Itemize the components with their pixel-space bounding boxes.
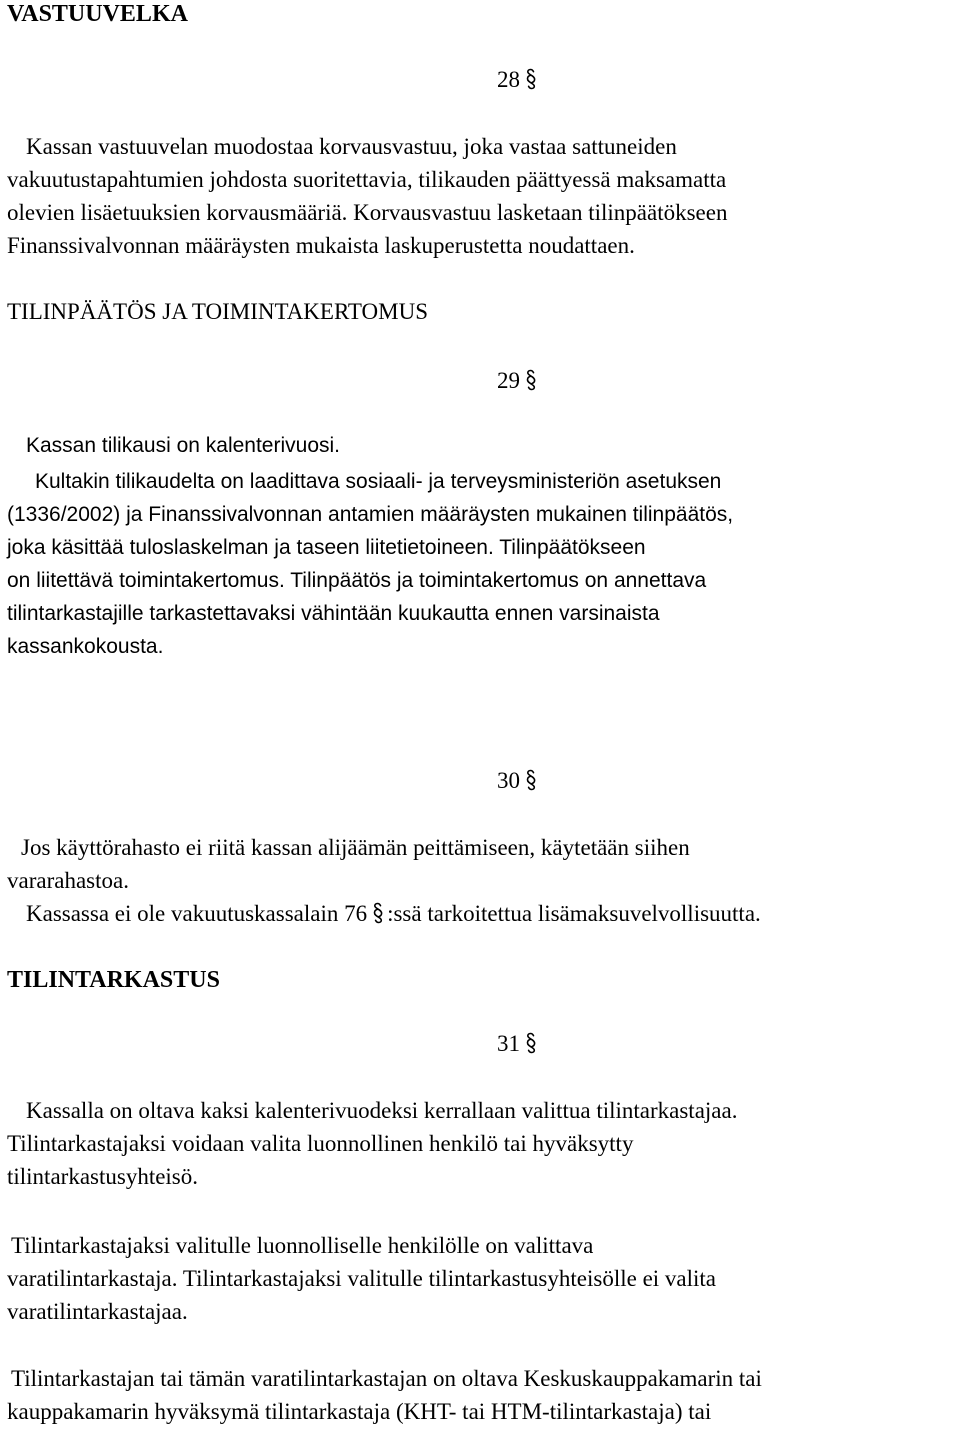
text-line: Jos käyttörahasto ei riitä kassan alijäämän peittämiseen, käytetään siihen bbox=[21, 835, 690, 860]
text-line: Tilintarkastajaksi valitulle luonnolliselle henkilölle on valittava bbox=[11, 1233, 594, 1258]
section-sign-icon bbox=[526, 369, 536, 391]
heading-tilintarkastus: TILINTARKASTUS bbox=[7, 967, 220, 993]
text-line: Kassassa ei ole vakuutuskassalain 76 bbox=[26, 901, 368, 926]
section-number: 28 bbox=[497, 67, 520, 92]
paragraph-31c bbox=[7, 1362, 762, 1428]
section-number: 30 bbox=[497, 768, 520, 793]
section-30 bbox=[497, 767, 536, 795]
text-line: Finanssivalvonnan määräysten mukaista laskuperustetta noudattaen. bbox=[7, 233, 635, 258]
paragraph-31b bbox=[7, 1229, 716, 1328]
section-29 bbox=[497, 367, 536, 395]
text-line: (1336/2002) ja Finanssivalvonnan antamien määräysten mukainen tilinpäätös, bbox=[7, 503, 734, 526]
heading-tilinpaatos: TILINPÄÄTÖS JA TOIMINTAKERTOMUS bbox=[7, 299, 429, 324]
paragraph-30b bbox=[26, 897, 761, 930]
section-28 bbox=[497, 66, 536, 94]
text-line: Tilintarkastajaksi voidaan valita luonnollinen henkilö tai hyväksytty bbox=[7, 1131, 634, 1156]
text-line: Tilintarkastajan tai tämän varatilintarkastajan on oltava Keskuskauppakamarin tai bbox=[11, 1366, 762, 1391]
text-line: :ssä tarkoitettua lisämaksuvelvollisuutta. bbox=[387, 901, 761, 926]
section-sign-icon bbox=[526, 1032, 536, 1054]
text-line: tilintarkastusyhteisö. bbox=[7, 1164, 199, 1189]
text-line: kauppakamarin hyväksymä tilintarkastaja (KHT- tai HTM-tilintarkastaja) tai bbox=[7, 1399, 712, 1424]
text-line: Kassalla on oltava kaksi kalenterivuodeksi kerrallaan valittua tilintarkastajaa. bbox=[26, 1098, 738, 1123]
paragraph-30 bbox=[7, 831, 690, 897]
text-line: varatilintarkastajaa. bbox=[7, 1299, 188, 1324]
text-line: olevien lisäetuuksien korvausmääriä. Korvausvastuu lasketaan tilinpäätökseen bbox=[7, 200, 728, 225]
heading-vastuuvelka: VASTUUVELKA bbox=[7, 1, 188, 27]
text-line: on liitettävä toimintakertomus. Tilinpäätös ja toimintakertomus on annettava bbox=[7, 569, 707, 592]
text-line: kassankokousta. bbox=[7, 635, 164, 658]
section-sign-icon bbox=[526, 68, 536, 90]
text-line: Kassan vastuuvelan muodostaa korvausvastuu, joka vastaa sattuneiden bbox=[26, 134, 677, 159]
paragraph-29a: Kassan tilikausi on kalenterivuosi. bbox=[26, 434, 340, 457]
text-line: varatilintarkastaja. Tilintarkastajaksi valitulle tilintarkastusyhteisölle ei valita bbox=[7, 1266, 717, 1291]
text-line: tilintarkastajille tarkastettavaksi vähintään kuukautta ennen varsinaista bbox=[7, 602, 660, 625]
paragraph-29b bbox=[7, 465, 733, 663]
paragraph-28 bbox=[7, 130, 727, 262]
section-sign-icon bbox=[526, 769, 536, 791]
text-line: joka käsittää tuloslaskelman ja taseen liitetietoineen. Tilinpäätökseen bbox=[7, 536, 646, 559]
section-number: 31 bbox=[497, 1031, 520, 1056]
text-line: Kultakin tilikaudelta on laadittava sosiaali- ja terveysministeriön asetuksen bbox=[35, 470, 722, 493]
text-line: vakuutustapahtumien johdosta suoritettavia, tilikauden päättyessä maksamatta bbox=[7, 167, 727, 192]
text-line: vararahastoa. bbox=[7, 868, 129, 893]
section-31 bbox=[497, 1030, 536, 1058]
paragraph-31a bbox=[7, 1094, 737, 1193]
section-number: 29 bbox=[497, 368, 520, 393]
section-sign-icon bbox=[373, 902, 383, 924]
